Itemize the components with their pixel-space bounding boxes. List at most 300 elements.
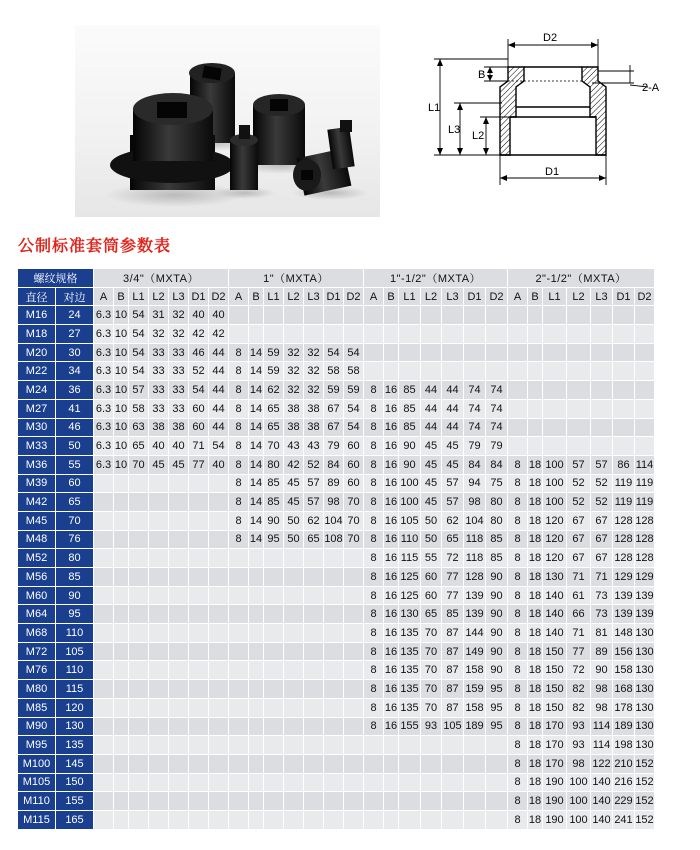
row-across-flats: 70 — [56, 511, 94, 530]
table-cell — [284, 605, 304, 624]
table-cell — [284, 810, 304, 829]
table-cell — [613, 399, 635, 418]
table-cell — [304, 792, 324, 811]
table-cell: 139 — [613, 605, 635, 624]
table-cell: 57 — [304, 474, 324, 493]
row-diameter: M76 — [18, 661, 56, 680]
table-cell: 54 — [189, 381, 209, 400]
table-cell: 128 — [613, 511, 635, 530]
table-cell: 114 — [591, 736, 613, 755]
table-cell — [209, 549, 229, 568]
table-cell: 6.3 — [94, 455, 114, 474]
table-cell — [543, 306, 567, 325]
table-cell: 8 — [508, 717, 528, 736]
table-cell: 70 — [421, 661, 442, 680]
table-cell: 86 — [613, 455, 635, 474]
header-group-2: 1"-1/2"（MXTA） — [364, 269, 508, 288]
label-l1: L1 — [428, 102, 441, 114]
table-cell: 77 — [189, 455, 209, 474]
table-cell — [94, 754, 114, 773]
table-cell: 59 — [264, 343, 284, 362]
table-cell: 60 — [189, 418, 209, 437]
table-cell — [129, 698, 149, 717]
row-diameter: M27 — [18, 399, 56, 418]
table-cell: 32 — [284, 362, 304, 381]
row-across-flats: 50 — [56, 437, 94, 456]
table-cell: 241 — [613, 810, 635, 829]
row-diameter: M72 — [18, 642, 56, 661]
table-cell — [114, 754, 129, 773]
header-subcol-l3: L3 — [442, 287, 464, 306]
table-cell — [324, 680, 344, 699]
table-cell: 190 — [543, 773, 567, 792]
table-cell — [169, 493, 189, 512]
table-row — [18, 530, 655, 549]
table-cell: 6.3 — [94, 306, 114, 325]
table-cell — [344, 325, 364, 344]
table-cell: 125 — [399, 568, 421, 587]
table-cell: 44 — [209, 362, 229, 381]
table-cell — [94, 717, 114, 736]
table-cell — [249, 605, 264, 624]
table-cell — [543, 437, 567, 456]
table-cell — [464, 754, 486, 773]
table-cell — [304, 549, 324, 568]
table-cell — [229, 661, 249, 680]
table-cell — [591, 418, 613, 437]
table-cell — [189, 680, 209, 699]
table-cell — [464, 362, 486, 381]
table-cell: 210 — [613, 754, 635, 773]
table-cell: 100 — [543, 493, 567, 512]
table-cell: 18 — [528, 754, 543, 773]
table-cell — [304, 773, 324, 792]
header-subcol-l2: L2 — [149, 287, 169, 306]
cross-section-drawing — [420, 25, 675, 215]
table-cell: 72 — [567, 661, 591, 680]
table-cell — [229, 717, 249, 736]
header-row-groups — [18, 269, 655, 288]
header-thread-spec: 螺纹规格 — [18, 269, 94, 288]
table-cell: 38 — [304, 418, 324, 437]
table-cell — [229, 642, 249, 661]
table-cell: 54 — [209, 437, 229, 456]
table-cell: 119 — [635, 493, 655, 512]
table-cell: 178 — [613, 698, 635, 717]
table-cell — [344, 605, 364, 624]
table-cell: 18 — [528, 661, 543, 680]
row-across-flats: 41 — [56, 399, 94, 418]
table-cell — [169, 511, 189, 530]
table-cell: 44 — [442, 381, 464, 400]
table-cell — [114, 549, 129, 568]
table-cell — [169, 586, 189, 605]
table-cell: 44 — [442, 418, 464, 437]
table-cell: 114 — [635, 455, 655, 474]
table-cell — [284, 586, 304, 605]
table-row — [18, 586, 655, 605]
table-cell — [567, 418, 591, 437]
table-cell — [486, 325, 508, 344]
table-cell — [209, 736, 229, 755]
table-cell: 8 — [364, 642, 384, 661]
table-cell — [399, 773, 421, 792]
table-cell: 16 — [384, 437, 399, 456]
table-cell: 16 — [384, 493, 399, 512]
table-row — [18, 306, 655, 325]
table-cell — [209, 624, 229, 643]
table-cell: 87 — [442, 624, 464, 643]
row-across-flats: 155 — [56, 792, 94, 811]
table-cell: 150 — [543, 661, 567, 680]
table-cell — [209, 493, 229, 512]
table-cell: 8 — [229, 343, 249, 362]
table-cell: 10 — [114, 455, 129, 474]
table-cell: 32 — [284, 381, 304, 400]
table-cell: 62 — [304, 511, 324, 530]
header-row-columns — [18, 287, 655, 306]
table-cell — [114, 605, 129, 624]
table-cell: 8 — [229, 381, 249, 400]
table-cell — [169, 624, 189, 643]
header-subcol-d2: D2 — [209, 287, 229, 306]
table-row — [18, 493, 655, 512]
table-cell — [229, 754, 249, 773]
table-cell: 130 — [635, 680, 655, 699]
table-cell — [364, 754, 384, 773]
table-cell — [364, 343, 384, 362]
table-cell — [508, 418, 528, 437]
table-cell — [249, 736, 264, 755]
table-cell: 84 — [486, 455, 508, 474]
table-cell: 94 — [464, 474, 486, 493]
header-subcol-l1: L1 — [543, 287, 567, 306]
table-cell — [209, 530, 229, 549]
table-cell: 135 — [399, 698, 421, 717]
table-cell — [149, 624, 169, 643]
table-cell: 38 — [149, 418, 169, 437]
table-cell — [229, 680, 249, 699]
table-cell: 50 — [421, 530, 442, 549]
table-cell — [508, 381, 528, 400]
table-cell — [249, 586, 264, 605]
table-cell: 18 — [528, 792, 543, 811]
table-cell — [114, 624, 129, 643]
header-subcol-l3: L3 — [169, 287, 189, 306]
table-cell — [304, 736, 324, 755]
table-cell: 66 — [567, 605, 591, 624]
header-subcol-a: A — [94, 287, 114, 306]
table-cell: 18 — [528, 549, 543, 568]
header-subcol-a: A — [364, 287, 384, 306]
table-cell — [264, 661, 284, 680]
table-cell — [129, 754, 149, 773]
table-cell: 170 — [543, 754, 567, 773]
label-l2: L2 — [472, 130, 485, 142]
table-cell: 8 — [508, 773, 528, 792]
table-cell — [284, 773, 304, 792]
table-cell — [94, 792, 114, 811]
row-across-flats: 80 — [56, 549, 94, 568]
table-cell — [209, 605, 229, 624]
table-cell — [567, 343, 591, 362]
table-cell: 33 — [169, 343, 189, 362]
table-cell — [189, 530, 209, 549]
table-cell — [591, 343, 613, 362]
table-cell: 130 — [635, 698, 655, 717]
table-cell: 8 — [508, 810, 528, 829]
table-cell — [189, 661, 209, 680]
table-cell: 10 — [114, 381, 129, 400]
table-cell — [189, 792, 209, 811]
table-cell: 63 — [129, 418, 149, 437]
table-cell: 70 — [344, 493, 364, 512]
table-cell — [508, 306, 528, 325]
header-subcol-b: B — [249, 287, 264, 306]
table-cell — [344, 717, 364, 736]
table-cell — [94, 642, 114, 661]
table-cell: 43 — [304, 437, 324, 456]
table-cell — [264, 736, 284, 755]
table-cell — [114, 568, 129, 587]
table-cell: 14 — [249, 530, 264, 549]
table-row — [18, 362, 655, 381]
table-cell: 16 — [384, 717, 399, 736]
table-cell — [94, 661, 114, 680]
table-cell: 67 — [591, 511, 613, 530]
table-cell: 104 — [464, 511, 486, 530]
table-cell: 8 — [508, 754, 528, 773]
table-cell: 135 — [399, 624, 421, 643]
header-subcol-b: B — [384, 287, 399, 306]
table-cell — [209, 717, 229, 736]
table-cell — [364, 306, 384, 325]
table-cell — [442, 343, 464, 362]
table-cell — [324, 810, 344, 829]
table-cell — [264, 624, 284, 643]
table-cell — [528, 306, 543, 325]
table-cell: 98 — [591, 698, 613, 717]
table-cell — [567, 362, 591, 381]
table-cell — [209, 792, 229, 811]
table-cell — [94, 680, 114, 699]
table-cell: 100 — [399, 474, 421, 493]
table-cell: 8 — [364, 717, 384, 736]
table-cell — [94, 530, 114, 549]
table-cell: 50 — [284, 530, 304, 549]
table-cell — [399, 792, 421, 811]
header-group-1: 1"（MXTA） — [229, 269, 364, 288]
table-cell — [129, 717, 149, 736]
table-cell: 62 — [264, 381, 284, 400]
table-cell: 32 — [169, 306, 189, 325]
row-across-flats: 105 — [56, 642, 94, 661]
row-across-flats: 115 — [56, 680, 94, 699]
table-cell: 14 — [249, 493, 264, 512]
table-cell: 18 — [528, 698, 543, 717]
table-cell — [344, 792, 364, 811]
table-cell: 45 — [421, 493, 442, 512]
table-cell — [486, 343, 508, 362]
header-subcol-b: B — [114, 287, 129, 306]
table-cell: 128 — [613, 530, 635, 549]
row-diameter: M30 — [18, 418, 56, 437]
table-cell — [149, 530, 169, 549]
table-cell — [635, 325, 655, 344]
table-cell — [344, 754, 364, 773]
table-cell — [264, 680, 284, 699]
table-cell: 159 — [464, 680, 486, 699]
table-cell: 87 — [442, 642, 464, 661]
table-cell: 8 — [229, 474, 249, 493]
table-cell — [464, 810, 486, 829]
table-cell — [209, 661, 229, 680]
row-diameter: M39 — [18, 474, 56, 493]
table-cell — [324, 754, 344, 773]
table-cell: 18 — [528, 642, 543, 661]
table-cell — [635, 437, 655, 456]
header-subcol-a: A — [229, 287, 249, 306]
row-across-flats: 24 — [56, 306, 94, 325]
table-cell: 128 — [635, 549, 655, 568]
table-cell — [114, 642, 129, 661]
table-cell: 14 — [249, 381, 264, 400]
table-cell — [229, 736, 249, 755]
table-cell — [169, 736, 189, 755]
table-cell — [384, 343, 399, 362]
table-cell — [421, 810, 442, 829]
table-cell — [464, 773, 486, 792]
table-cell: 10 — [114, 343, 129, 362]
table-cell — [486, 792, 508, 811]
table-cell: 152 — [635, 810, 655, 829]
table-cell: 140 — [591, 773, 613, 792]
table-cell: 79 — [464, 437, 486, 456]
table-cell: 16 — [384, 511, 399, 530]
table-cell — [114, 680, 129, 699]
table-cell — [229, 549, 249, 568]
table-row — [18, 642, 655, 661]
table-cell: 18 — [528, 586, 543, 605]
table-cell: 32 — [284, 343, 304, 362]
table-cell: 90 — [591, 661, 613, 680]
table-cell — [129, 586, 149, 605]
table-cell: 42 — [284, 455, 304, 474]
table-cell — [189, 754, 209, 773]
table-cell: 18 — [528, 773, 543, 792]
table-cell — [344, 698, 364, 717]
row-diameter: M42 — [18, 493, 56, 512]
table-cell: 198 — [613, 736, 635, 755]
table-cell — [464, 792, 486, 811]
table-cell — [324, 624, 344, 643]
table-cell — [169, 810, 189, 829]
table-row — [18, 343, 655, 362]
table-cell: 8 — [229, 437, 249, 456]
table-cell — [344, 586, 364, 605]
table-cell — [229, 586, 249, 605]
table-cell: 44 — [442, 399, 464, 418]
table-cell — [149, 736, 169, 755]
table-row — [18, 399, 655, 418]
table-cell: 45 — [284, 474, 304, 493]
table-cell: 65 — [264, 418, 284, 437]
row-diameter: M110 — [18, 792, 56, 811]
table-cell: 42 — [209, 325, 229, 344]
table-cell: 170 — [543, 717, 567, 736]
table-cell — [229, 773, 249, 792]
table-cell — [94, 698, 114, 717]
table-cell: 8 — [508, 549, 528, 568]
label-d1: D1 — [545, 166, 560, 178]
table-cell — [229, 568, 249, 587]
label-l3: L3 — [448, 124, 461, 136]
table-cell — [486, 810, 508, 829]
table-cell — [189, 624, 209, 643]
table-cell — [486, 306, 508, 325]
table-cell: 98 — [464, 493, 486, 512]
table-cell — [284, 754, 304, 773]
table-cell — [486, 754, 508, 773]
table-cell — [114, 717, 129, 736]
row-across-flats: 30 — [56, 343, 94, 362]
table-cell — [264, 325, 284, 344]
table-cell: 75 — [486, 474, 508, 493]
row-diameter: M16 — [18, 306, 56, 325]
header-across-flats: 对边 — [56, 287, 94, 306]
table-cell — [304, 642, 324, 661]
table-cell — [249, 568, 264, 587]
table-cell — [249, 698, 264, 717]
table-cell: 8 — [364, 381, 384, 400]
table-cell — [384, 773, 399, 792]
table-cell: 8 — [508, 511, 528, 530]
header-group-0: 3/4"（MXTA） — [94, 269, 229, 288]
table-cell: 60 — [344, 474, 364, 493]
row-diameter: M105 — [18, 773, 56, 792]
row-across-flats: 36 — [56, 381, 94, 400]
table-cell: 33 — [149, 343, 169, 362]
table-cell: 18 — [528, 605, 543, 624]
table-cell: 33 — [149, 362, 169, 381]
table-cell — [114, 493, 129, 512]
table-row — [18, 511, 655, 530]
table-cell — [304, 717, 324, 736]
table-cell: 54 — [344, 343, 364, 362]
row-across-flats: 34 — [56, 362, 94, 381]
table-cell: 150 — [543, 698, 567, 717]
row-across-flats: 46 — [56, 418, 94, 437]
table-cell — [508, 437, 528, 456]
table-cell: 90 — [486, 642, 508, 661]
table-cell — [249, 661, 264, 680]
table-cell: 18 — [528, 493, 543, 512]
table-cell: 115 — [399, 549, 421, 568]
table-cell — [324, 605, 344, 624]
table-cell: 140 — [543, 624, 567, 643]
table-cell — [613, 325, 635, 344]
table-cell — [324, 792, 344, 811]
table-cell: 18 — [528, 624, 543, 643]
table-cell: 6.3 — [94, 437, 114, 456]
table-cell — [189, 698, 209, 717]
table-cell — [324, 325, 344, 344]
table-cell: 8 — [508, 474, 528, 493]
table-cell: 52 — [591, 493, 613, 512]
table-cell — [613, 362, 635, 381]
table-cell — [114, 586, 129, 605]
table-cell — [94, 586, 114, 605]
